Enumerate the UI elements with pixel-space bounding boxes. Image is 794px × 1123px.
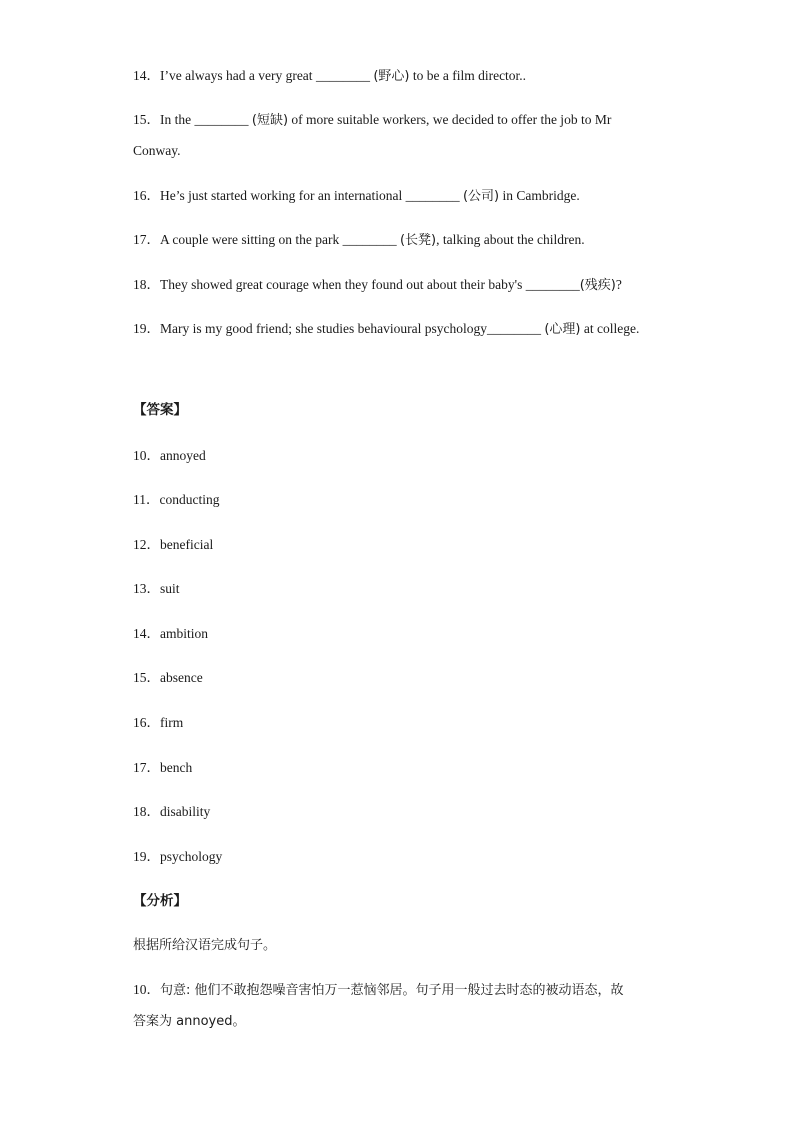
- answer-item: [133, 714, 183, 732]
- question-number: 15．: [133, 112, 160, 127]
- analysis-text-continuation: 答案为 annoyed。: [133, 1014, 246, 1029]
- answer-text: bench: [160, 760, 193, 775]
- question-text-after: ?: [615, 277, 622, 292]
- question-text-before: They showed great courage when they found out about their baby's: [160, 277, 526, 292]
- answer-item: [133, 580, 180, 598]
- question-text-before: In the: [160, 112, 195, 127]
- fill-blank: ________: [486, 321, 541, 336]
- answer-text: suit: [160, 581, 180, 596]
- analysis-intro: 根据所给汉语完成句子。: [133, 938, 277, 953]
- question-16: [133, 187, 580, 206]
- question-text-before: I’ve always had a very great: [160, 68, 316, 83]
- answer-text: psychology: [160, 849, 223, 864]
- question-number: 18．: [133, 277, 160, 292]
- answer-number: 14．: [133, 626, 160, 641]
- fill-blank: ________: [194, 112, 249, 127]
- question-text-before: He’s just started working for an international: [160, 188, 406, 203]
- answer-number: 11．: [133, 492, 160, 507]
- question-18: [133, 276, 622, 295]
- answer-text: annoyed: [160, 448, 206, 463]
- chinese-hint: (心理): [544, 322, 581, 337]
- question-text-after: of more suitable workers, we decided to offer the job to Mr: [288, 112, 612, 127]
- chinese-hint: (残疾): [579, 278, 616, 293]
- answer-text: ambition: [160, 626, 208, 641]
- answer-number: 19．: [133, 849, 160, 864]
- answer-text: beneficial: [160, 537, 214, 552]
- answer-item: [133, 803, 210, 821]
- question-number: 16．: [133, 188, 160, 203]
- answer-number: 10．: [133, 448, 160, 463]
- analysis-number: 10．: [133, 982, 160, 997]
- chinese-hint: (野心): [373, 69, 410, 84]
- analysis-text: 句意: 他们不敢抱怨噪音害怕万一惹恼邻居。句子用一般过去时态的被动语态，故: [160, 983, 624, 998]
- question-19: [133, 320, 639, 339]
- fill-blank: ________: [342, 232, 397, 247]
- answer-item: [133, 848, 222, 866]
- fill-blank: ________: [405, 188, 460, 203]
- answer-number: 15．: [133, 670, 160, 685]
- question-14: [133, 67, 526, 86]
- answer-number: 13．: [133, 581, 160, 596]
- answer-number: 17．: [133, 760, 160, 775]
- question-text-after: at college.: [580, 321, 640, 336]
- question-text-after: , talking about the children.: [436, 232, 585, 247]
- chinese-hint: (长凳): [399, 233, 437, 248]
- answer-heading: 【答案】: [133, 402, 187, 418]
- question-text-cont: Conway.: [133, 143, 181, 158]
- answer-item: [133, 625, 208, 643]
- question-text-after: in Cambridge.: [499, 188, 580, 203]
- answer-number: 12．: [133, 537, 160, 552]
- question-number: 19．: [133, 321, 160, 336]
- question-17: [133, 231, 585, 250]
- fill-blank: ________: [315, 68, 370, 83]
- question-15-continuation: [133, 142, 181, 160]
- answer-text: absence: [160, 670, 203, 685]
- question-number: 17．: [133, 232, 160, 247]
- fill-blank: ________: [525, 277, 580, 292]
- answer-item: [133, 669, 203, 687]
- answer-item: [133, 759, 192, 777]
- analysis-item-10: [133, 981, 624, 1000]
- question-15: [133, 111, 611, 130]
- question-number: 14．: [133, 68, 160, 83]
- answer-item: [133, 491, 220, 509]
- answer-text: conducting: [159, 492, 220, 507]
- question-text-before: A couple were sitting on the park: [160, 232, 343, 247]
- answer-number: 16．: [133, 715, 160, 730]
- chinese-hint: (短缺): [251, 113, 289, 128]
- answer-text: disability: [160, 804, 211, 819]
- chinese-hint: (公司): [462, 189, 500, 204]
- answer-item: [133, 536, 213, 554]
- question-text-after: to be a film director..: [409, 68, 527, 83]
- question-text-before: Mary is my good friend; she studies behavioural psychology: [160, 321, 487, 336]
- answer-item: [133, 447, 206, 465]
- answer-text: firm: [160, 715, 184, 730]
- answer-number: 18．: [133, 804, 160, 819]
- analysis-heading: 【分析】: [133, 893, 187, 909]
